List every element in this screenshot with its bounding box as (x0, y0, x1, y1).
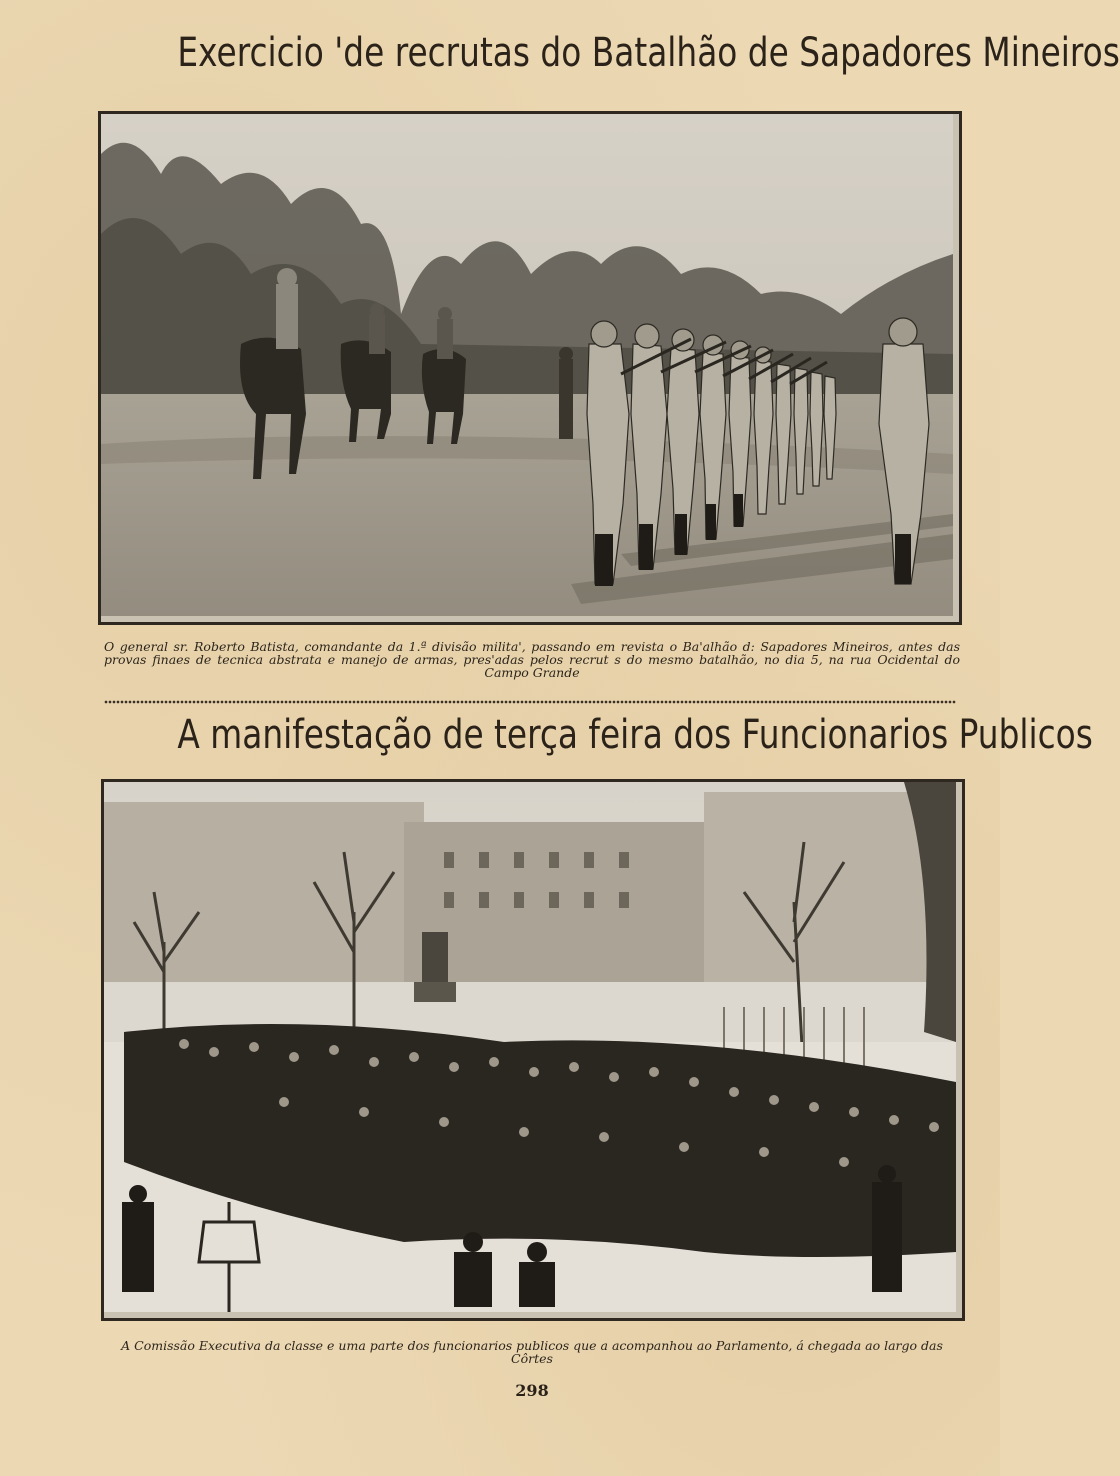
photo-troop-review-illustration (101, 114, 953, 616)
photo-civil-servants-crowd (101, 779, 965, 1321)
section-divider (104, 700, 956, 704)
caption-civil-servants: A Comissão Executiva da classe e uma parte dos funcionarios publicos que a acompanhou ao Parlamento, á chegada ao largo das Côrtes (121, 1338, 943, 1366)
caption-troop-review: O general sr. Roberto Batista, comandante da 1.ª divisão milita', passando em revista o Ba'alhão d: Sapadores Mineiros, antes das provas finaes de tecnica abstrata e manejo de armas, pres'adas pelos recrut s do mesmo batalhão, no dia 5, na rua Ocidental do Campo Grande (104, 639, 960, 680)
page-number: 298 (515, 1381, 549, 1400)
headline-sapadores: Exercicio 'de recrutas do Batalhão de Sapadores Mineiros (177, 30, 1120, 76)
headline-funcionarios: A manifestação de terça feira dos Funcionarios Publicos (177, 712, 1093, 758)
photo-civil-servants-illustration (104, 782, 956, 1312)
photo-troop-review (98, 111, 962, 625)
